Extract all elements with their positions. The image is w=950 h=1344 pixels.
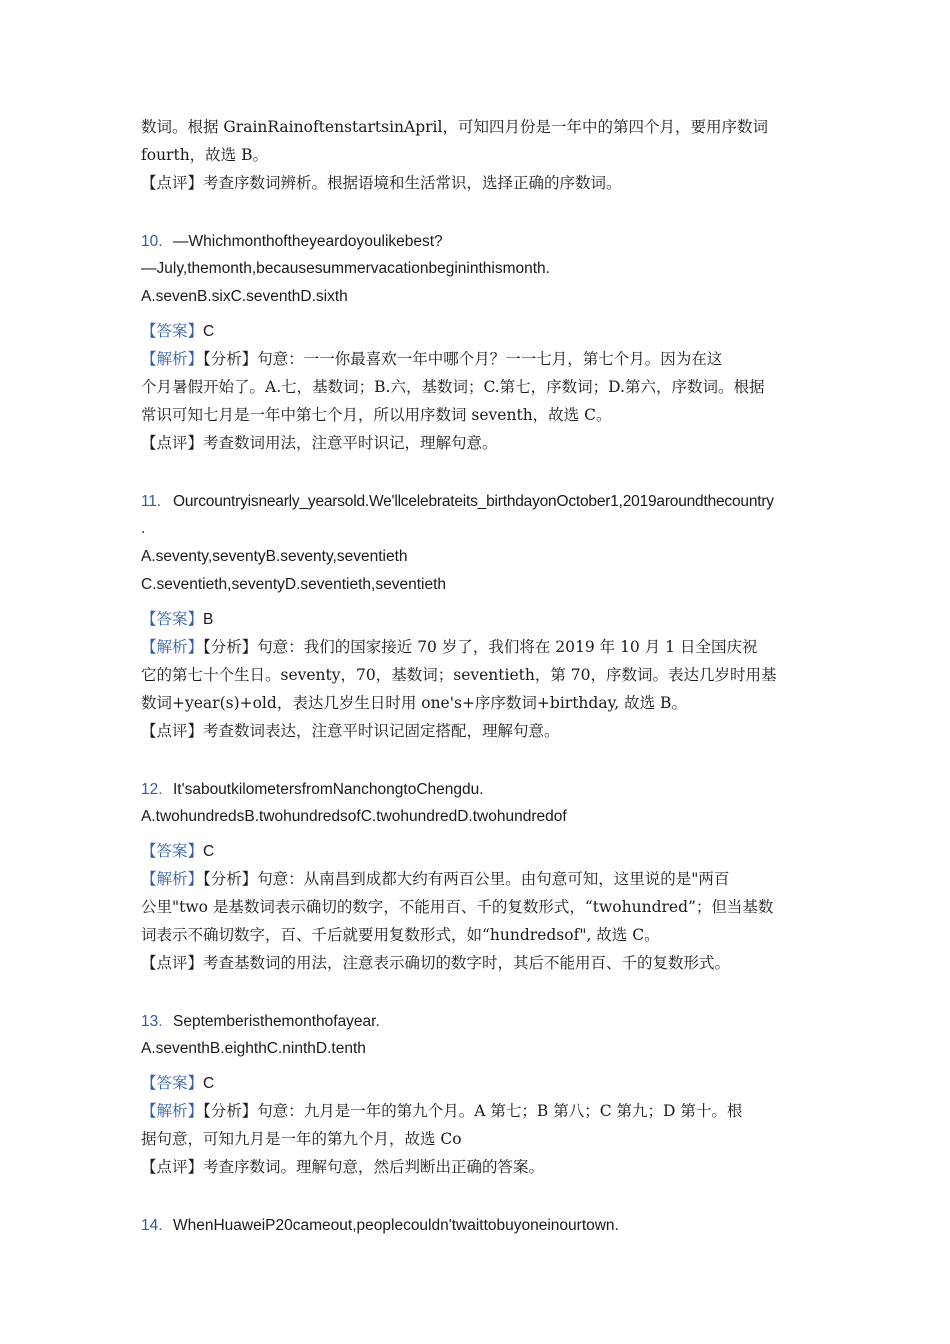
spacer xyxy=(141,197,813,227)
question-number: 14. xyxy=(141,1217,163,1234)
question-11-analysis-1 xyxy=(141,633,813,661)
answer-value: C xyxy=(203,843,215,860)
answer-label: 【答案】 xyxy=(141,1074,204,1092)
question-11-analysis-2: 它的第七十个生日。seventy，70，基数词；seventieth，第 70，序数词。表达几岁时用基 xyxy=(141,666,777,684)
analysis-label: 【解析】 xyxy=(141,870,204,888)
answer-label: 【答案】 xyxy=(141,842,204,860)
question-10-comment: 【点评】考查数词用法，注意平时识记，理解句意。 xyxy=(141,434,498,452)
question-10-options: A.sevenB.sixC.seventhD.sixth xyxy=(141,288,348,305)
question-11-answer xyxy=(141,605,813,633)
question-13-options: A.seventhB.eighthC.ninthD.tenth xyxy=(141,1040,366,1057)
question-12-options: A.twohundredsB.twohundredsofC.twohundredD.twohundredof xyxy=(141,808,567,825)
question-10-line-2: —July,themonth,becausesummervacationbegininthismonth. xyxy=(141,260,550,277)
analysis-label: 【解析】 xyxy=(141,1102,204,1120)
question-12-answer xyxy=(141,837,813,865)
question-text: WhenHuaweiP20cameout,peoplecouldn'twaittobuyoneinourtown. xyxy=(173,1217,619,1234)
answer-value: B xyxy=(203,611,214,628)
top-explanation-line-1: 数词。根据 GrainRainoftenstartsinApril，可知四月份是一年中的第四个月，要用序数词 xyxy=(141,118,768,136)
question-text: —Whichmonthoftheyeardoyoulikebest? xyxy=(173,233,443,250)
question-12-analysis-3: 词表示不确切数字，百、千后就要用复数形式，如“hundredsof", 故选 C。 xyxy=(141,926,660,944)
question-number: 11. xyxy=(141,493,161,510)
spacer xyxy=(141,1181,813,1211)
question-12-comment: 【点评】考查基数词的用法，注意表示确切的数字时，其后不能用百、千的复数形式。 xyxy=(141,954,731,972)
spacer xyxy=(141,977,813,1007)
top-comment: 【点评】考查序数词辨析。根据语境和生活常识，选择正确的序数词。 xyxy=(141,174,622,192)
question-13-comment: 【点评】考查序数词。理解句意，然后判断出正确的答案。 xyxy=(141,1158,545,1176)
question-11 xyxy=(141,487,813,515)
document-page xyxy=(141,113,813,1239)
analysis-text: 【分析】句意：从南昌到成都大约有两百公里。由句意可知，这里说的是"两百 xyxy=(203,870,730,888)
question-10-analysis-1 xyxy=(141,345,813,373)
question-11-options-2: C.seventieth,seventyD.seventieth,seventieth xyxy=(141,576,447,593)
question-11-analysis-3: 数词+year(s)+old，表达几岁生日时用 one's+序序数词+birthday, 故选 B。 xyxy=(141,694,687,712)
question-number: 13. xyxy=(141,1013,163,1030)
question-text: Septemberisthemonthofayear. xyxy=(173,1013,380,1030)
analysis-text: 【分析】句意：我们的国家接近 70 岁了，我们将在 2019 年 10 月 1 日全国庆祝 xyxy=(203,638,758,656)
question-13-analysis-2: 据句意，可知九月是一年的第九个月，故选 Co xyxy=(141,1130,462,1148)
question-11-text-end: . xyxy=(141,520,146,537)
analysis-text: 【分析】句意：九月是一年的第九个月。A 第七；B 第八；C 第九；D 第十。根 xyxy=(203,1102,743,1120)
question-13-analysis-1 xyxy=(141,1097,813,1125)
answer-label: 【答案】 xyxy=(141,322,204,340)
question-13 xyxy=(141,1007,813,1035)
answer-label: 【答案】 xyxy=(141,610,204,628)
question-text: Ourcountryisnearly_yearsold.We'llcelebrateits_birthdayonOctober1,2019aroundthecountry xyxy=(173,493,774,510)
question-number: 12. xyxy=(141,781,163,798)
question-13-answer xyxy=(141,1069,813,1097)
top-explanation-line-2: fourth，故选 B。 xyxy=(141,146,268,164)
spacer xyxy=(141,745,813,775)
question-11-comment: 【点评】考查数词表达，注意平时识记固定搭配，理解句意。 xyxy=(141,722,560,740)
analysis-text: 【分析】句意：一一你最喜欢一年中哪个月？一一七月，第七个月。因为在这 xyxy=(203,350,723,368)
spacer xyxy=(141,457,813,487)
question-12-analysis-1 xyxy=(141,865,813,893)
question-11-options-1: A.seventy,seventyB.seventy,seventieth xyxy=(141,548,408,565)
question-10-answer xyxy=(141,317,813,345)
analysis-label: 【解析】 xyxy=(141,638,204,656)
answer-value: C xyxy=(203,323,215,340)
question-10 xyxy=(141,227,813,255)
question-14 xyxy=(141,1211,813,1239)
answer-value: C xyxy=(203,1075,215,1092)
question-12-analysis-2: 公里"two 是基数词表示确切的数字，不能用百、千的复数形式，“twohundred”；但当基数 xyxy=(141,898,774,916)
question-10-analysis-2: 个月暑假开始了。A.七，基数词；B.六，基数词；C.第七，序数词；D.第六，序数词。根据 xyxy=(141,378,765,396)
question-text: It'saboutkilometersfromNanchongtoChengdu. xyxy=(173,781,484,798)
question-12 xyxy=(141,775,813,803)
question-number: 10. xyxy=(141,233,163,250)
analysis-label: 【解析】 xyxy=(141,350,204,368)
question-10-analysis-3: 常识可知七月是一年中第七个月，所以用序数词 seventh，故选 C。 xyxy=(141,406,612,424)
